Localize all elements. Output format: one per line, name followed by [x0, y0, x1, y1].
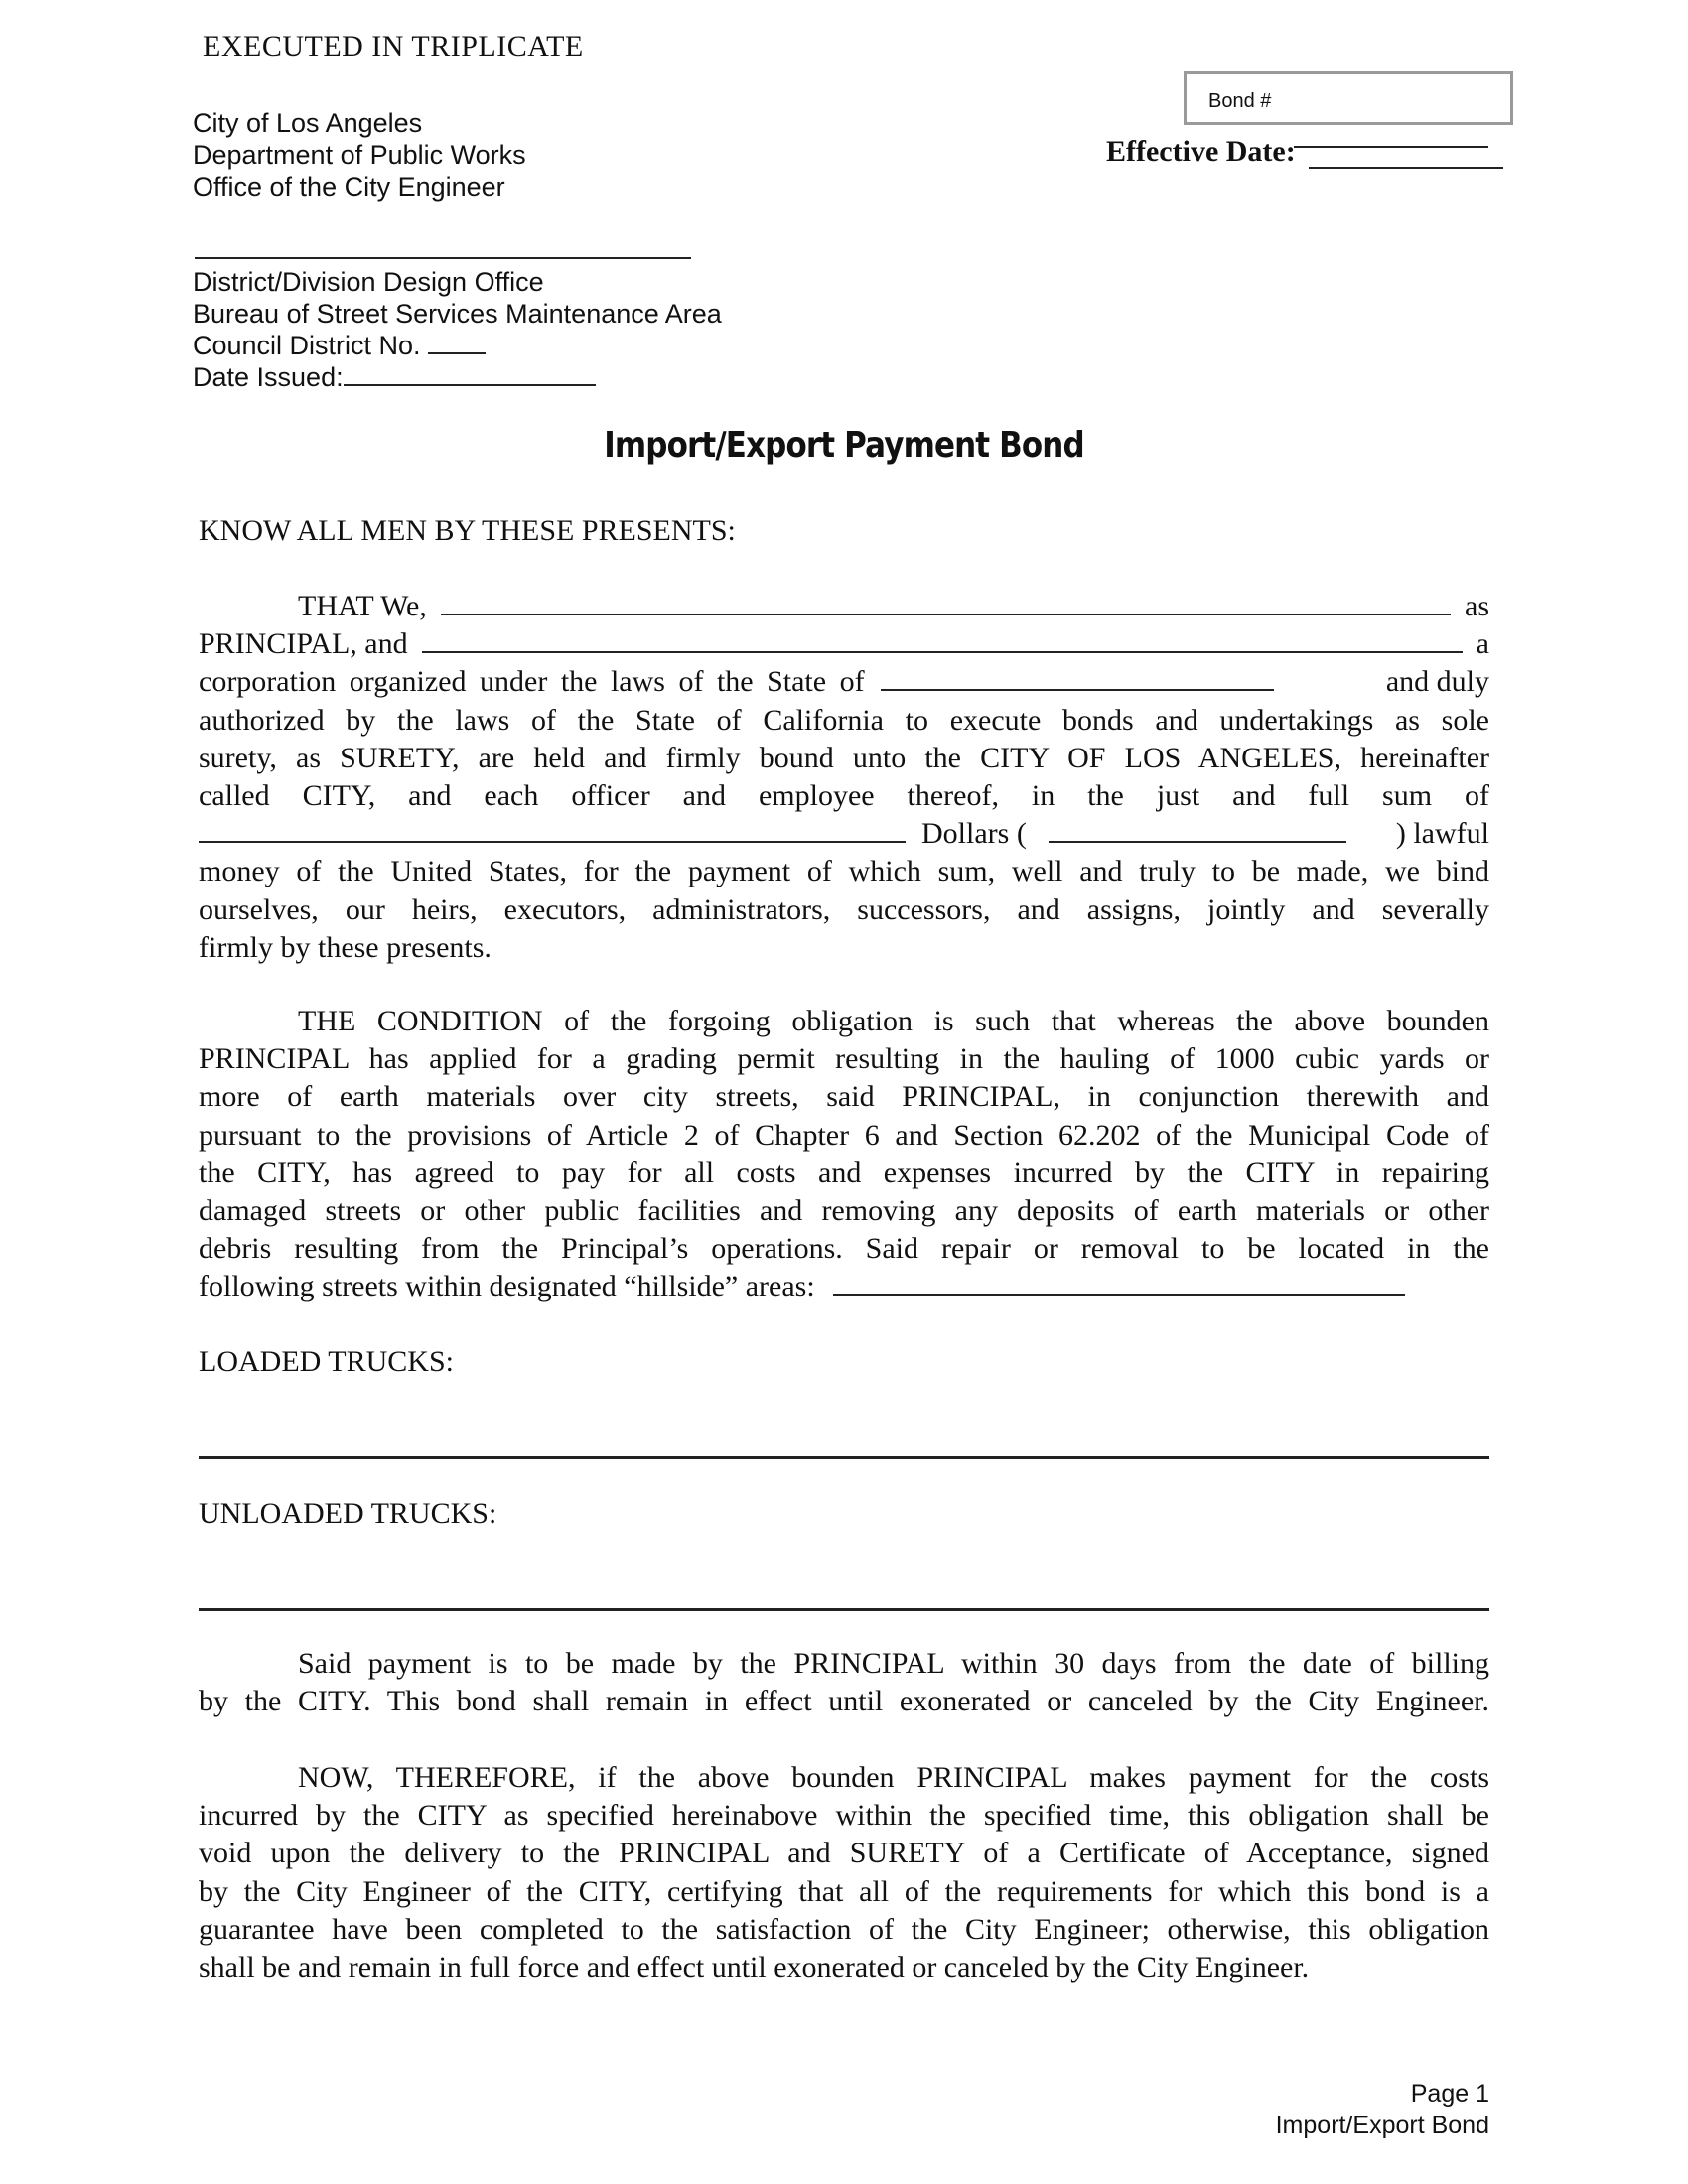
district-office: District/Division Design Office: [193, 267, 544, 297]
paragraph-now-therefore: [199, 1759, 1489, 1986]
para3-line2: by the CITY. This bond shall remain in effect until exonerated or canceled by the City Engineer.: [199, 1685, 1489, 1718]
sum-amount-field[interactable]: [1049, 817, 1346, 843]
unloaded-trucks-field[interactable]: [199, 1608, 1489, 1611]
bond-number-box: [1184, 71, 1513, 125]
hillside-streets-field[interactable]: [833, 1270, 1405, 1296]
principal-name-field[interactable]: [441, 590, 1451, 615]
agency-block: [193, 107, 526, 203]
council-district-row: [193, 330, 722, 361]
para1-line5: surety, as SURETY, are held and firmly bound unto the CITY OF LOS ANGELES, hereinafter: [199, 741, 1489, 774]
district-block: [193, 266, 722, 393]
date-issued-row: [193, 361, 722, 393]
council-district-field[interactable]: [428, 331, 486, 354]
para2-line7: debris resulting from the Principal’s operations. Said repair or removal to be located in the: [199, 1232, 1489, 1266]
para1-line10: firmly by these presents.: [199, 930, 492, 964]
para4-line2: incurred by the CITY as specified hereinabove within the specified time, this obligation shall be: [199, 1799, 1489, 1833]
bureau-maintenance-area: Bureau of Street Services Maintenance Area: [193, 299, 722, 329]
loaded-trucks-label: LOADED TRUCKS:: [199, 1345, 454, 1378]
para1-line2: PRINCIPAL, and a: [199, 627, 1489, 661]
para1-line6: called CITY, and each officer and employee thereof, in the just and full sum of: [199, 778, 1489, 812]
document-title: Import/Export Payment Bond: [604, 425, 1084, 466]
district-signature-line[interactable]: [195, 257, 691, 259]
date-issued-field[interactable]: [344, 362, 596, 386]
para1-line9: ourselves, our heirs, executors, administrators, successors, and assigns, jointly and severally: [199, 892, 1489, 926]
para2-line1: THE CONDITION of the forgoing obligation is such that whereas the above bounden: [298, 1005, 1489, 1037]
know-all-men: KNOW ALL MEN BY THESE PRESENTS:: [199, 514, 736, 547]
agency-office: Office of the City Engineer: [193, 172, 505, 202]
para3-line1: Said payment is to be made by the PRINCIPAL within 30 days from the date of billing: [298, 1647, 1489, 1680]
para1-line7: Dollars ( ) lawful: [199, 815, 1489, 853]
para1-line4: authorized by the laws of the State of California to execute bonds and undertakings as sole: [199, 703, 1489, 737]
effective-date-field[interactable]: [1309, 167, 1503, 169]
paragraph-payment: [199, 1645, 1489, 1720]
effective-date-label: Effective Date:: [1106, 135, 1296, 168]
para2-line5: the CITY, has agreed to pay for all costs and expenses incurred by the CITY in repairing: [199, 1156, 1489, 1189]
para2-line2: PRINCIPAL has applied for a grading permit resulting in the hauling of 1000 cubic yards or: [199, 1042, 1489, 1076]
para4-line4: by the City Engineer of the CITY, certifying that all of the requirements for which this bond is a: [199, 1874, 1489, 1908]
para4-line1: NOW, THEREFORE, if the above bounden PRINCIPAL makes payment for the costs: [298, 1761, 1489, 1794]
para2-line6: damaged streets or other public facilities and removing any deposits of earth materials or other: [199, 1193, 1489, 1227]
para4-line6: shall be and remain in full force and effect until exonerated or canceled by the City Engineer.: [199, 1950, 1310, 1983]
para2-line3: more of earth materials over city streets, said PRINCIPAL, in conjunction therewith and: [199, 1080, 1489, 1114]
para1-line8: money of the United States, for the payment of which sum, well and truly to be made, we bind: [199, 855, 1489, 888]
paragraph-condition: [199, 1003, 1489, 1306]
council-district-label: Council District No.: [193, 331, 421, 360]
executed-in-triplicate: EXECUTED IN TRIPLICATE: [203, 30, 584, 63]
para2-line8: following streets within designated “hillside” areas:: [199, 1268, 1489, 1305]
loaded-trucks-field[interactable]: [199, 1456, 1489, 1459]
para1-line1: THAT We, as: [298, 590, 1489, 622]
sum-words-field[interactable]: [199, 817, 906, 843]
para1-line3: corporation organized under the laws of the State of and duly: [199, 665, 1489, 699]
paragraph-principal-surety: [199, 588, 1489, 967]
state-of-incorporation-field[interactable]: [881, 665, 1274, 691]
para4-line5: guarantee have been completed to the satisfaction of the City Engineer; otherwise, this obligation: [199, 1912, 1489, 1946]
bond-number-label: Bond #: [1208, 90, 1272, 112]
footer-doc-name: Import/Export Bond: [1275, 2112, 1489, 2139]
unloaded-trucks-label: UNLOADED TRUCKS:: [199, 1497, 497, 1530]
page-number: Page 1: [1410, 2080, 1489, 2108]
para2-line4: pursuant to the provisions of Article 2 of Chapter 6 and Section 62.202 of the Municipal Code of: [199, 1118, 1489, 1152]
agency-department: Department of Public Works: [193, 140, 526, 170]
date-issued-label: Date Issued:: [193, 362, 344, 392]
surety-name-field[interactable]: [422, 627, 1463, 653]
agency-city: City of Los Angeles: [193, 108, 423, 138]
bond-number-field[interactable]: [1294, 108, 1488, 148]
para4-line3: void upon the delivery to the PRINCIPAL and SURETY of a Certificate of Acceptance, signed: [199, 1837, 1489, 1870]
page-footer: [1192, 2078, 1489, 2141]
